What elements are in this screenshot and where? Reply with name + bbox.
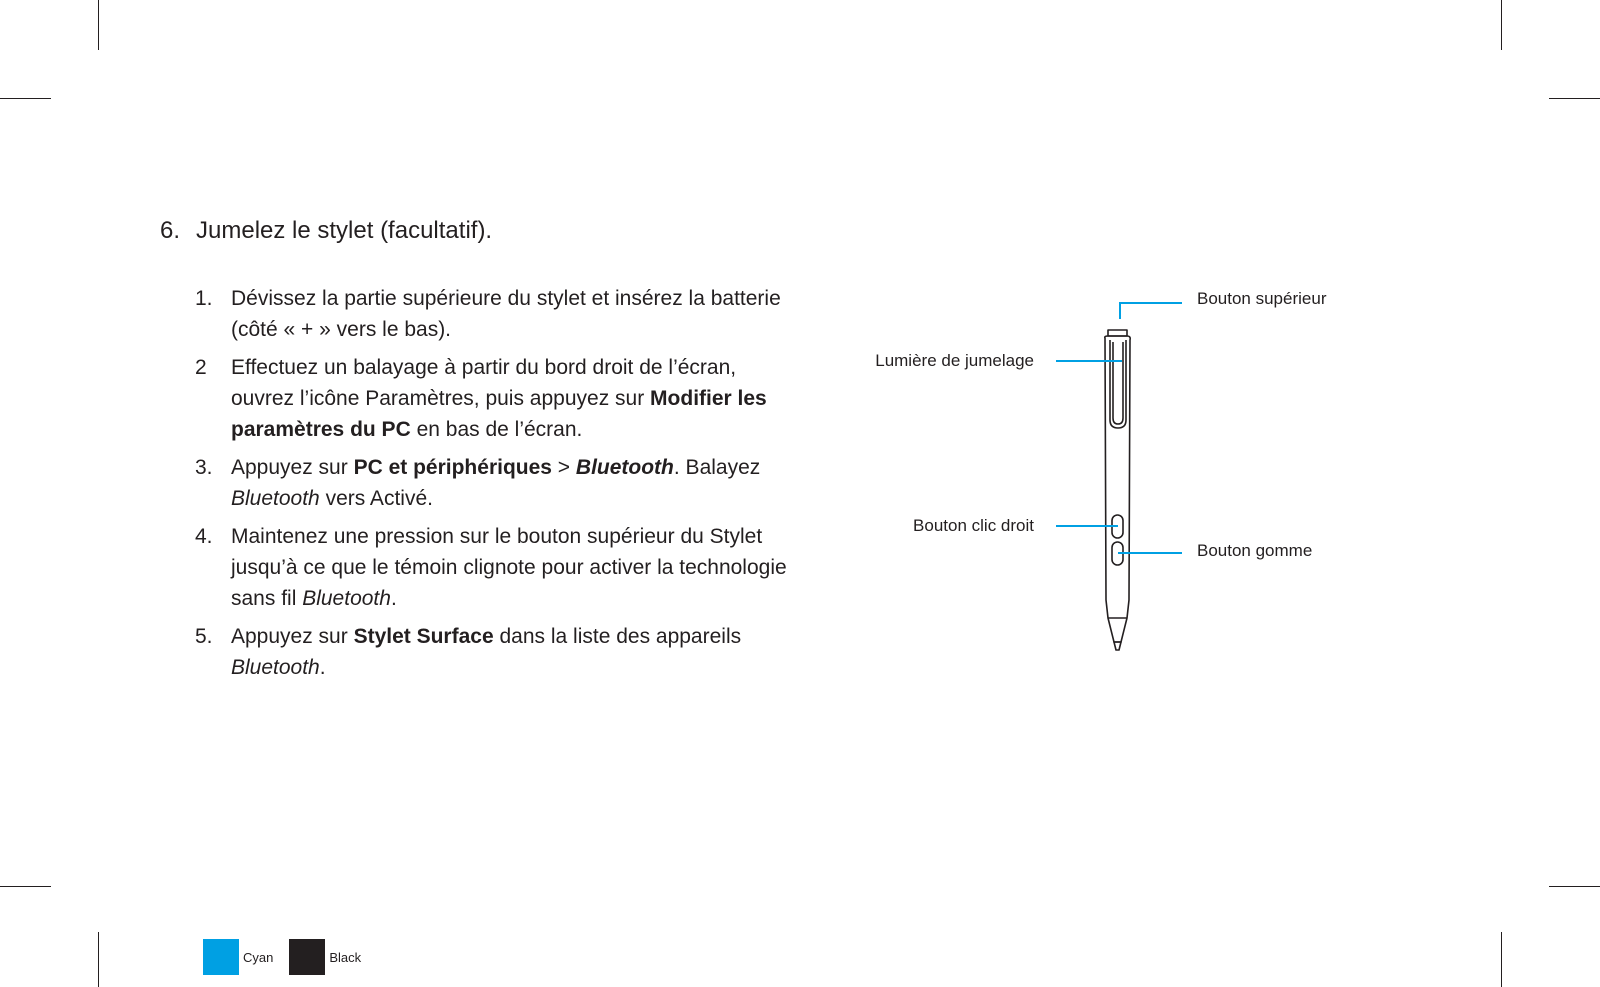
- step-number: 5.: [195, 625, 213, 648]
- step-text: Appuyez sur: [231, 625, 354, 648]
- menu-term: Modifier les paramètres du PC: [231, 387, 767, 441]
- italic-term: Bluetooth: [302, 587, 391, 610]
- callout-line-top-button: [1120, 303, 1182, 319]
- italic-term: Bluetooth: [231, 487, 320, 510]
- print-color-bar: [203, 939, 377, 975]
- step-number: 3.: [195, 456, 213, 479]
- callout-eraser-button: Bouton gomme: [1197, 541, 1313, 560]
- black-swatch: [289, 939, 325, 975]
- step-text: en bas de l’écran.: [410, 418, 583, 441]
- menu-term: Stylet Surface: [353, 625, 494, 648]
- cyan-swatch: [203, 939, 239, 975]
- callout-pairing-light: Lumière de jumelage: [875, 351, 1034, 370]
- italic-term: Bluetooth: [231, 656, 320, 679]
- menu-term: Bluetooth: [575, 456, 674, 479]
- menu-term: PC et périphériques: [353, 456, 552, 479]
- swatch-label: Cyan: [243, 949, 274, 965]
- step-text: >: [551, 456, 576, 479]
- step-number: 1.: [195, 287, 213, 310]
- step-text: Appuyez sur: [231, 456, 354, 479]
- step-number: 4.: [195, 525, 213, 548]
- swatch-label: Black: [329, 949, 362, 965]
- callout-right-click-button: Bouton clic droit: [913, 516, 1034, 535]
- step-text: .: [390, 587, 397, 610]
- step-number: 2: [195, 356, 207, 379]
- step-text: Effectuez un balayage à partir du bord droit de l’écran, ouvrez l’icône Paramètres, puis appuyez sur: [231, 356, 737, 410]
- pen-outline: [1105, 330, 1130, 650]
- callout-top-button: Bouton supérieur: [1197, 289, 1327, 308]
- step-text: .: [319, 656, 326, 679]
- step-text: dans la liste des appareils: [493, 625, 742, 648]
- step-text: Dévissez la partie supérieure du stylet et insérez la batterie (côté « + » vers le bas).: [231, 287, 781, 341]
- section-title: Jumelez le stylet (facultatif).: [196, 217, 493, 244]
- step-text: vers Activé.: [319, 487, 433, 510]
- section-number: 6.: [160, 217, 181, 244]
- step-text: Maintenez une pression sur le bouton supérieur du Stylet jusqu’à ce que le témoin clignote pour activer la technologie sans fil: [231, 525, 787, 610]
- step-text: . Balayez: [673, 456, 761, 479]
